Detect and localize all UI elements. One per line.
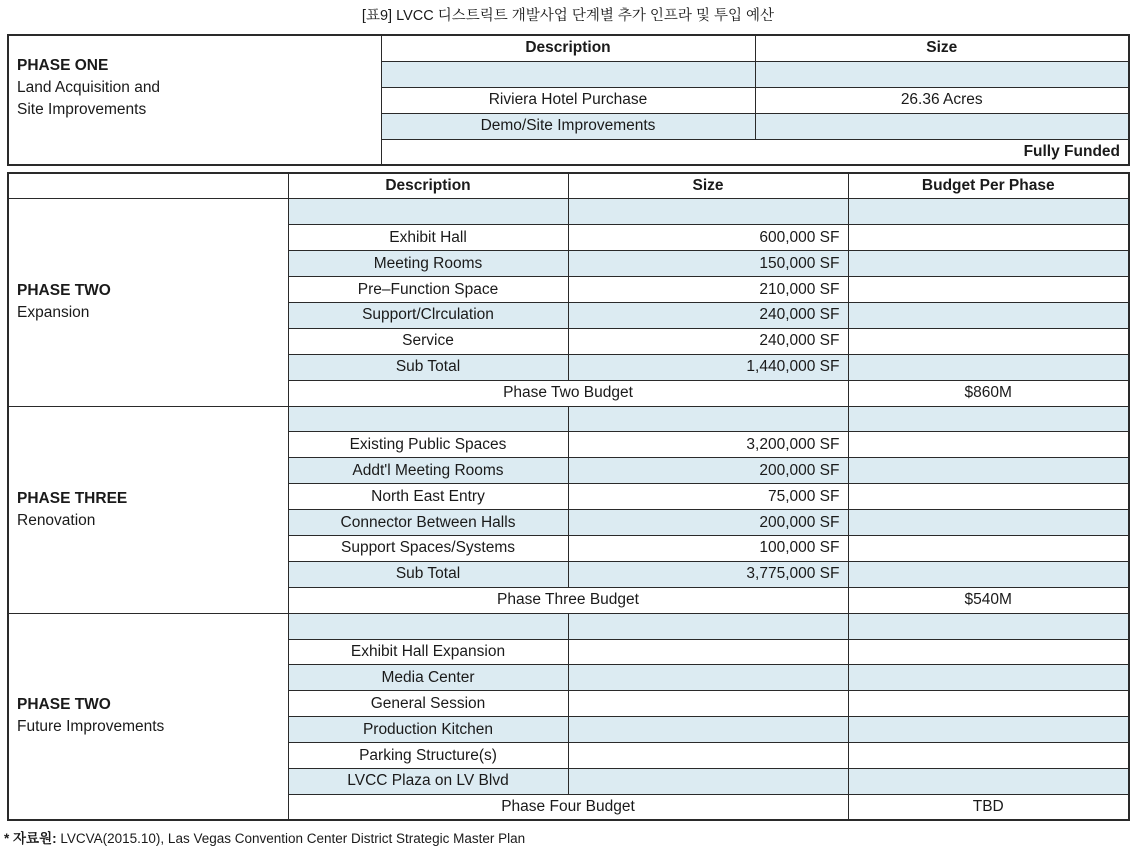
budget-cell: [848, 277, 1129, 303]
description-cell: North East Entry: [288, 484, 568, 510]
table-row: [8, 199, 1129, 225]
size-cell: 200,000 SF: [568, 510, 848, 536]
budget-cell: [848, 251, 1129, 277]
budget-label: Phase Two Budget: [288, 380, 848, 406]
description-cell: Exhibit Hall Expansion: [288, 639, 568, 665]
size-cell: 600,000 SF: [568, 225, 848, 251]
size-cell: 100,000 SF: [568, 535, 848, 561]
description-cell: Connector Between Halls: [288, 510, 568, 536]
budget-cell: [848, 354, 1129, 380]
description-cell: Existing Public Spaces: [288, 432, 568, 458]
size-cell: [568, 613, 848, 639]
size-cell: 3,200,000 SF: [568, 432, 848, 458]
budget-cell: [848, 328, 1129, 354]
table-caption: [표9] LVCC 디스트릭트 개발사업 단계별 추가 인프라 및 투입 예산: [361, 8, 775, 24]
size-cell: [568, 691, 848, 717]
phase-one-label-cell: [8, 35, 381, 139]
budget-cell: [848, 561, 1129, 587]
phase-one-subtitle-2: Site Improvements: [17, 100, 147, 118]
budget-cell: [848, 458, 1129, 484]
description-cell: Sub Total: [288, 561, 568, 587]
phase-one-header-size: Size: [755, 35, 1129, 61]
description-cell: LVCC Plaza on LV Blvd: [288, 768, 568, 794]
description-cell: General Session: [288, 691, 568, 717]
source-text: LVCVA(2015.10), Las Vegas Convention Center District Strategic Master Plan: [56, 831, 526, 846]
phase-one-subtitle-1: Land Acquisition and: [17, 78, 161, 96]
phase-subtitle: Renovation: [17, 511, 96, 529]
description-cell: Media Center: [288, 665, 568, 691]
size-cell: 75,000 SF: [568, 484, 848, 510]
phase-one-header-description: Description: [381, 35, 755, 61]
size-cell: 210,000 SF: [568, 277, 848, 303]
table-row: [8, 613, 1129, 639]
phase-one-table: [7, 34, 1130, 166]
budget-cell: [848, 432, 1129, 458]
description-cell: Sub Total: [288, 354, 568, 380]
budget-cell: [848, 691, 1129, 717]
size-cell: 200,000 SF: [568, 458, 848, 484]
description-cell: Demo/Site Improvements: [381, 113, 755, 139]
budget-cell: [848, 768, 1129, 794]
description-cell: Pre–Function Space: [288, 277, 568, 303]
size-cell: [755, 113, 1129, 139]
size-cell: 3,775,000 SF: [568, 561, 848, 587]
header-description: Description: [288, 173, 568, 199]
size-cell: 150,000 SF: [568, 251, 848, 277]
phase-name: PHASE TWO: [17, 696, 111, 714]
budget-cell: [848, 535, 1129, 561]
description-cell: Riviera Hotel Purchase: [381, 87, 755, 113]
budget-cell: [848, 613, 1129, 639]
phase-name: PHASE THREE: [17, 489, 128, 507]
description-cell: [288, 406, 568, 432]
budget-cell: [848, 302, 1129, 328]
description-cell: Addt'l Meeting Rooms: [288, 458, 568, 484]
source-prefix: * 자료원:: [4, 831, 57, 846]
phase-budget-table: [7, 172, 1130, 821]
funding-status: Fully Funded: [381, 139, 1129, 165]
budget-value: TBD: [848, 794, 1129, 820]
budget-cell: [848, 406, 1129, 432]
description-cell: Exhibit Hall: [288, 225, 568, 251]
budget-cell: [848, 510, 1129, 536]
phase-future-label-cell: [8, 613, 288, 820]
budget-value: $540M: [848, 587, 1129, 613]
table-row: [8, 406, 1129, 432]
source-note: [4, 830, 525, 848]
size-cell: [568, 665, 848, 691]
size-cell: [568, 768, 848, 794]
phase-two-label-cell: [8, 199, 288, 406]
budget-cell: [848, 743, 1129, 769]
phase-one-name: PHASE ONE: [17, 56, 109, 74]
phase-three-label-cell: [8, 406, 288, 613]
description-cell: [288, 613, 568, 639]
budget-cell: [848, 225, 1129, 251]
phase-subtitle: Expansion: [17, 304, 90, 322]
description-cell: Parking Structure(s): [288, 743, 568, 769]
description-cell: Production Kitchen: [288, 717, 568, 743]
phase-one-empty-cell: [8, 139, 381, 165]
size-cell: [568, 199, 848, 225]
size-cell: [568, 406, 848, 432]
budget-cell: [848, 639, 1129, 665]
budget-label: Phase Three Budget: [288, 587, 848, 613]
description-cell: Support/Clrculation: [288, 302, 568, 328]
size-cell: 240,000 SF: [568, 328, 848, 354]
size-cell: 26.36 Acres: [755, 87, 1129, 113]
budget-cell: [848, 484, 1129, 510]
size-cell: [568, 717, 848, 743]
description-cell: Service: [288, 328, 568, 354]
description-cell: [381, 61, 755, 87]
size-cell: [568, 743, 848, 769]
header-budget: Budget Per Phase: [848, 173, 1129, 199]
budget-cell: [848, 665, 1129, 691]
budget-cell: [848, 717, 1129, 743]
size-cell: 240,000 SF: [568, 302, 848, 328]
budget-label: Phase Four Budget: [288, 794, 848, 820]
description-cell: Support Spaces/Systems: [288, 535, 568, 561]
size-cell: [755, 61, 1129, 87]
budget-value: $860M: [848, 380, 1129, 406]
phase-name: PHASE TWO: [17, 282, 111, 300]
phase-subtitle: Future Improvements: [17, 718, 165, 736]
budget-cell: [848, 199, 1129, 225]
size-cell: 1,440,000 SF: [568, 354, 848, 380]
size-cell: [568, 639, 848, 665]
header-size: Size: [568, 173, 848, 199]
description-cell: [288, 199, 568, 225]
header-phase: [8, 173, 288, 199]
description-cell: Meeting Rooms: [288, 251, 568, 277]
